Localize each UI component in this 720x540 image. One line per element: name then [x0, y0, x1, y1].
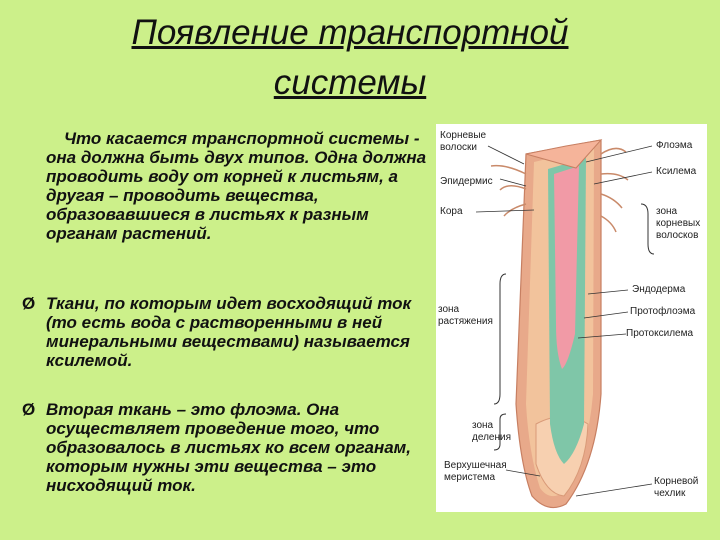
slide-title — [70, 8, 630, 108]
label-elongation-zone: зона растяжения — [438, 304, 493, 327]
label-endodermis: Эндодерма — [632, 284, 686, 295]
root-diagram — [436, 124, 707, 512]
label-phloem: Флоэма — [656, 140, 693, 151]
bullet-arrow-icon: Ø — [22, 400, 36, 419]
label-division-zone: зона деления — [472, 420, 511, 443]
label-protophloem: Протофлоэма — [630, 306, 696, 317]
label-root-hair-zone: зона корневых волосков — [656, 206, 701, 241]
label-root-cap: Корневой чехлик — [654, 476, 699, 499]
phloem-bullet: Вторая ткань – это флоэма. Она осуществляет проведение того, что образовалось в листьях ко всем органам, которым нужны эти вещества – это нисходящий ток. — [46, 400, 411, 495]
xylem-bullet: Ткани, по которым идет восходящий ток (то есть вода с растворенными в ней минеральными веществами) называется ксилемой. — [46, 294, 412, 370]
title-line-1: Появление транспортной — [131, 13, 569, 52]
label-protoxylem: Протоксилема — [626, 328, 694, 339]
title-line-2: системы — [273, 63, 427, 102]
label-xylem: Ксилема — [656, 166, 697, 177]
label-cortex: Кора — [440, 206, 463, 217]
label-epidermis: Эпидермис — [440, 176, 493, 187]
label-root-hairs: Корневые волоски — [440, 130, 487, 153]
bullet-arrow-icon: Ø — [22, 294, 36, 313]
label-apical-meristem: Верхушечная меристема — [444, 460, 507, 483]
intro-paragraph: Что касается транспортной системы - она должна быть двух типов. Одна должна проводить воду от корней к листьям, а другая – проводить вещества, образовавшиеся в листьях к разным органам растений. — [46, 129, 427, 243]
